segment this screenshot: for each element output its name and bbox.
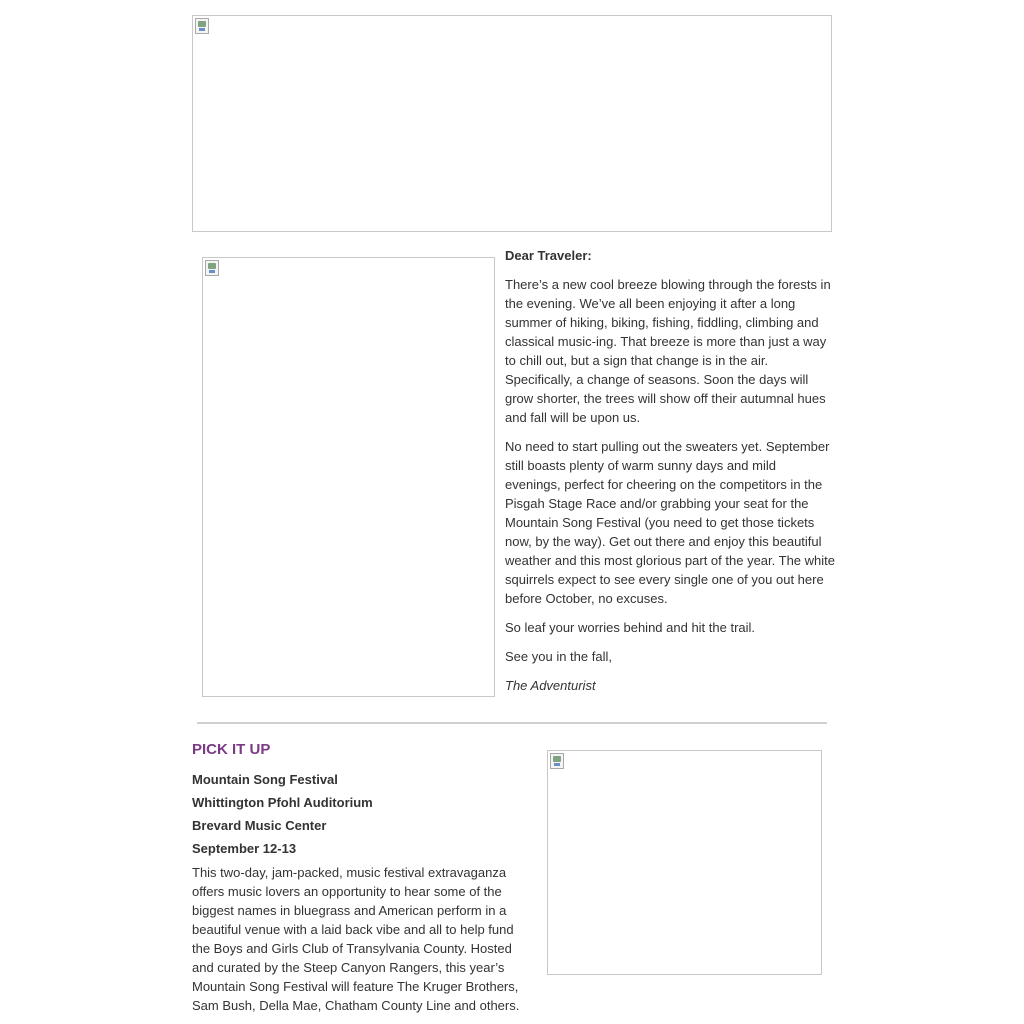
event-dates: September 12-13 — [192, 841, 297, 856]
event-venue: Whittington Pfohl Auditorium — [192, 795, 373, 810]
letter-closing: See you in the fall, — [505, 649, 612, 664]
broken-image-icon — [550, 753, 564, 769]
letter-paragraph: No need to start pulling out the sweaters yet. September still boasts plenty of warm sunny days and mild evenings, perfect for cheering on the competitors in the Pisgah Stage Race and/or grabbing your seat for the Mountain Song Festival (you need to get those tickets now, by the way). Get out there and enjoy this beautiful weather and this most glorious part of the year. The white squirrels expect to see every single one of you out here before October, no excuses. — [505, 439, 835, 606]
broken-image-icon — [195, 18, 209, 34]
letter-paragraph: So leaf your worries behind and hit the trail. — [505, 620, 756, 635]
letter-greeting: Dear Traveler: — [505, 248, 592, 263]
event-description: This two-day, jam-packed, music festival extravaganza offers music lovers an opportunity to hear some of the biggest names in bluegrass and American perform in a beautiful venue with a laid back vibe and all to help fund the Boys and Girls Club of Transylvania County. Hosted and curated by the Steep Canyon Rangers, this year’s Mountain Song Festival will feature The Kruger Brothers, Sam Bush, Della Mae, Chatham County Line and others. — [192, 865, 520, 1013]
event-image — [547, 750, 822, 975]
section-title: PICK IT UP — [192, 741, 271, 758]
letter-signature: The Adventurist — [505, 678, 596, 693]
letter-side-image — [202, 257, 495, 697]
letter — [505, 246, 835, 705]
section-divider — [197, 722, 827, 724]
event-name: Mountain Song Festival — [192, 772, 338, 787]
event-section — [192, 740, 527, 1015]
letter-paragraph: There’s a new cool breeze blowing through the forests in the evening. We’ve all been enjoying it after a long summer of hiking, biking, fishing, fiddling, climbing and classical music-ing. That breeze is more than just a way to chill out, but a sign that change is in the air. Specifically, a change of seasons. Soon the days will grow shorter, the trees will show off their autumnal hues and fall will be upon us. — [505, 277, 831, 425]
hero-banner-image — [192, 15, 832, 232]
event-location: Brevard Music Center — [192, 818, 327, 833]
broken-image-icon — [205, 260, 219, 276]
